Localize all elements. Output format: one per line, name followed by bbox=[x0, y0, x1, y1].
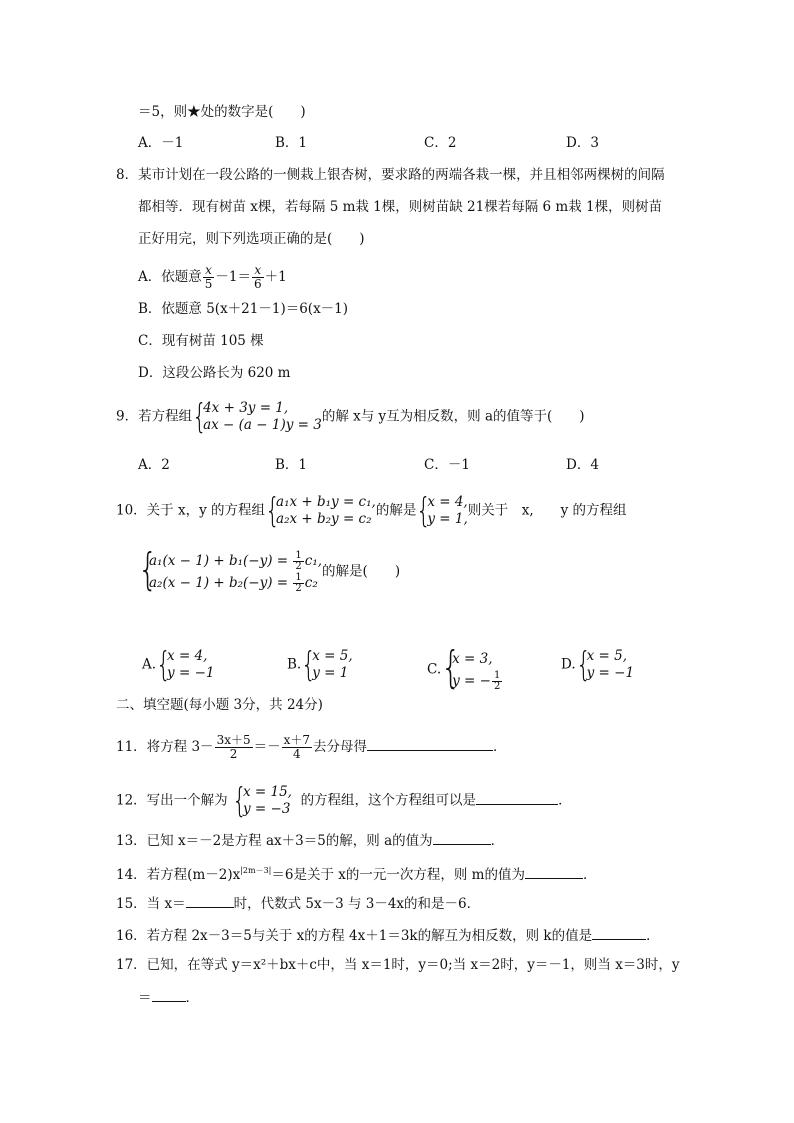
q11-answer-blank[interactable] bbox=[367, 736, 493, 751]
q7-option-d[interactable]: D．3 bbox=[566, 135, 599, 151]
q9-equation-system: { 4x + 3y = 1, ax − (a − 1)y = 3 bbox=[192, 397, 322, 437]
q10-system-1: { a₁x + b₁y = c₁, a₂x + b₂y = c₂ bbox=[265, 491, 376, 531]
q9-option-a[interactable]: A．2 bbox=[138, 457, 170, 473]
q17-line1: 17．已知，在等式 y＝x²＋bx＋c中，当 x＝1时，y＝0;当 x＝2时，y＝－1，则当 x＝3时，y bbox=[116, 957, 680, 973]
q10-system-2: { a₁(x − 1) + b₁(−y) = $\frac{1}{2}$ c₁, a₂(x − 1) + b₂(−y) = $\frac{1}{2}$ c₂ bbox=[138, 544, 323, 595]
q10-option-b-system: { x = 5, y = 1 bbox=[301, 645, 353, 685]
q13-answer-blank[interactable] bbox=[433, 830, 491, 845]
q8-option-b[interactable]: B．依题意 5(x＋21－1)＝6(x－1) bbox=[138, 301, 349, 317]
q9-stem: 9．若方程组 { 4x + 3y = 1, ax − (a − 1)y = 3 的解 x与 y互为相反数，则 a的值等于( ) bbox=[116, 397, 585, 437]
q8-option-a-fraction-1: $\frac{x}{5}$ bbox=[204, 263, 213, 291]
q10-stem-line1: 10．关于 x，y 的方程组 { a₁x + b₁y = c₁, a₂x + b₂y = c₂ 的解是 { x = 4, y = 1, 则关于 x, y 的方程组 bbox=[116, 491, 627, 531]
q14: 14．若方程$(m-2)x^{|2m-3|}=6$是关于 x的一元一次方程，则 m的值为 ． bbox=[116, 866, 597, 883]
q8-option-d[interactable]: D．这段公路长为 620 m bbox=[138, 365, 291, 381]
q17-line2: ＝ ． bbox=[138, 987, 199, 1007]
q13: 13．已知 x＝－2是方程 ax＋3＝5的解，则 a的值为 ． bbox=[116, 830, 504, 850]
q12-answer-blank[interactable] bbox=[476, 790, 558, 805]
q8-option-a-fraction-2: $\frac{x}{6}$ bbox=[253, 263, 262, 291]
q8-stem-line2: 都相等．现有树苗 x棵，若每隔 5 m栽 1棵，则树苗缺 21棵若每隔 6 m栽 1棵，则树苗 bbox=[138, 199, 663, 215]
q11-fraction-1: $\frac{3x+5}{2}$ bbox=[216, 733, 251, 761]
left-brace-icon: { bbox=[301, 645, 317, 685]
q10-option-d[interactable]: D. { x = 5, y = −1 bbox=[561, 645, 635, 685]
left-brace-icon: { bbox=[441, 642, 461, 693]
q10-solution-system: { x = 4, y = 1, bbox=[416, 491, 468, 531]
q10-option-d-system: { x = 5, y = −1 bbox=[575, 645, 635, 685]
left-brace-icon: { bbox=[231, 781, 248, 821]
q7-option-b[interactable]: B．1 bbox=[275, 135, 308, 151]
left-brace-icon: { bbox=[265, 491, 281, 531]
q10-option-b[interactable]: B. { x = 5, y = 1 bbox=[287, 645, 353, 685]
q14-answer-blank[interactable] bbox=[525, 864, 583, 879]
q10-option-a-system: { x = 4, y = −1 bbox=[156, 645, 215, 685]
section-heading-fill-in: 二、填空题(每小题 3分，共 24分) bbox=[116, 697, 323, 713]
left-brace-icon: { bbox=[192, 397, 208, 437]
q8-option-a[interactable]: A．依题意 $\frac{x}{5}$ －1＝ $\frac{x}{6}$ ＋1 bbox=[138, 263, 287, 291]
q8-stem-line3: 正好用完，则下列选项正确的是( ) bbox=[138, 231, 365, 247]
q16-answer-blank[interactable] bbox=[592, 925, 646, 940]
left-brace-icon: { bbox=[416, 491, 432, 531]
q8-option-a-prefix: A．依题意 bbox=[138, 269, 202, 285]
q8-option-c[interactable]: C．现有树苗 105 棵 bbox=[138, 333, 264, 349]
q10-option-a[interactable]: A. { x = 4, y = −1 bbox=[142, 645, 215, 685]
q7-option-a[interactable]: A．－1 bbox=[138, 135, 184, 151]
q15-answer-blank[interactable] bbox=[186, 893, 234, 908]
q7-option-c[interactable]: C．2 bbox=[424, 135, 457, 151]
q10-option-c-system: { x = 3, y = − $\frac{1}{2}$ bbox=[441, 642, 501, 693]
q10-stem-line2: { a₁(x − 1) + b₁(−y) = $\frac{1}{2}$ c₁, a₂(x − 1) + b₂(−y) = $\frac{1}{2}$ c₂ 的解是( ) bbox=[138, 544, 401, 595]
q12: 12．写出一个解为 { x = 15, y = −3 的方程组，这个方程组可以是 ． bbox=[116, 781, 572, 821]
q16: 16．若方程 2x－3＝5与关于 x的方程 4x＋1＝3k的解互为相反数，则 k的值是 ． bbox=[116, 925, 660, 945]
q8-stem-line1: 8．某市计划在一段公路的一侧栽上银杏树，要求路的两端各栽一棵，并且相邻两棵树的间隔 bbox=[116, 167, 665, 183]
q7-stem-tail: ＝5，则★处的数字是( ) bbox=[138, 104, 306, 120]
q9-option-b[interactable]: B．1 bbox=[275, 457, 308, 473]
left-brace-icon: { bbox=[575, 645, 591, 685]
q9-option-c[interactable]: C．－1 bbox=[424, 457, 470, 473]
left-brace-icon: { bbox=[138, 544, 158, 595]
q10-option-c[interactable]: C. { x = 3, y = − $\frac{1}{2}$ bbox=[427, 648, 503, 692]
q15: 15．当 x＝ 时，代数式 5x－3 与 3－4x的和是－6． bbox=[116, 893, 480, 913]
q11-fraction-2: $\frac{x+7}{4}$ bbox=[283, 733, 311, 761]
q11: 11．将方程 3－ $\frac{3x+5}{2}$ ＝－ $\frac{x+7}{4}$ 去分母得 ． bbox=[116, 733, 507, 761]
q17-answer-blank[interactable] bbox=[152, 987, 186, 1002]
q9-option-d[interactable]: D．4 bbox=[566, 457, 599, 473]
q12-solution-system: { x = 15, y = −3 bbox=[231, 781, 292, 821]
left-brace-icon: { bbox=[156, 645, 172, 685]
